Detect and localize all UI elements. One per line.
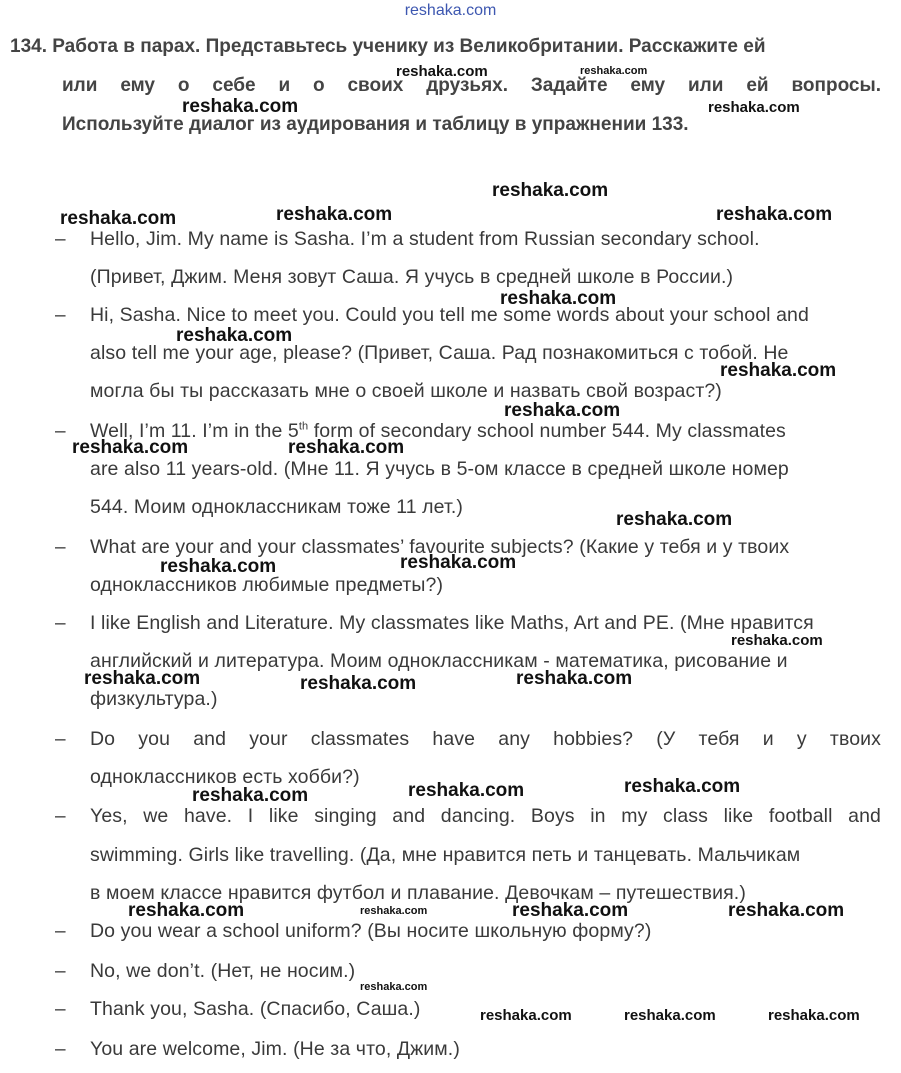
dialogue-line: Thank you, Sasha. (Спасибо, Саша.) — [90, 998, 421, 1020]
dialogue-dash: – — [55, 613, 66, 634]
watermark: reshaka.com — [192, 785, 309, 806]
dialogue-line: могла бы ты рассказать мне о своей школе и назвать свой возраст?) — [90, 380, 722, 402]
dialogue-line: swimming. Girls like travelling. (Да, мне нравится петь и танцевать. Мальчикам — [90, 844, 801, 866]
watermark: reshaka.com — [300, 673, 417, 694]
watermark: reshaka.com — [720, 360, 837, 381]
watermark: reshaka.com — [500, 288, 617, 309]
watermark: reshaka.com — [288, 437, 405, 458]
watermark: reshaka.com — [396, 63, 488, 80]
dialogue-line: (Привет, Джим. Меня зовут Саша. Я учусь в средней школе в России.) — [90, 266, 734, 288]
dialogue-line: одноклассников есть хобби?) — [90, 766, 360, 788]
dialogue-line: I like English and Literature. My classmates like Maths, Art and PE. (Мне нравится — [90, 612, 814, 634]
dialogue-dash: – — [55, 421, 66, 442]
dialogue-line: в моем классе нравится футбол и плавание. Девочкам – путешествия.) — [90, 882, 746, 904]
dialogue-dash: – — [55, 305, 66, 326]
watermark: reshaka.com — [160, 556, 277, 577]
dialogue-dash: – — [55, 537, 66, 558]
watermark: reshaka.com — [400, 552, 517, 573]
dialogue-line: Hello, Jim. My name is Sasha. I’m a student from Russian secondary school. — [90, 228, 760, 250]
task-title-line-3: Используйте диалог из аудирования и таблицу в упражнении 133. — [62, 114, 689, 135]
ordinal-suffix: th — [298, 420, 309, 433]
dialogue-line: You are welcome, Jim. (Не за что, Джим.) — [90, 1038, 460, 1060]
dialogue-line: are also 11 years-old. (Мне 11. Я учусь в 5-ом классе в средней школе номер — [90, 458, 789, 480]
watermark: reshaka.com — [128, 900, 245, 921]
watermark: reshaka.com — [60, 208, 177, 229]
dialogue-line-part: form of secondary school number 544. My classmates — [308, 420, 786, 442]
watermark: reshaka.com — [512, 900, 629, 921]
dialogue-line-part: Well, I’m 11. I’m in the 5 — [90, 420, 299, 442]
watermark: reshaka.com — [728, 900, 845, 921]
watermark: reshaka.com — [504, 400, 621, 421]
watermark: reshaka.com — [72, 437, 189, 458]
dialogue-line: Yes, we have. I like singing and dancing. Boys in my class like football and — [90, 805, 881, 827]
watermark: reshaka.com — [408, 780, 525, 801]
dialogue-line: Hi, Sasha. Nice to meet you. Could you tell me some words about your school and — [90, 304, 809, 326]
dialogue-line: 544. Моим одноклассникам тоже 11 лет.) — [90, 496, 463, 518]
watermark: reshaka.com — [580, 65, 648, 77]
dialogue-dash: – — [55, 999, 66, 1020]
watermark: reshaka.com — [731, 632, 823, 649]
watermark: reshaka.com — [492, 180, 609, 201]
dialogue-line: одноклассников любимые предметы?) — [90, 574, 444, 596]
dialogue-dash: – — [55, 921, 66, 942]
dialogue-line: английский и литература. Моим одноклассникам - математика, рисование и — [90, 650, 788, 672]
site-header-watermark: reshaka.com — [404, 2, 497, 19]
watermark: reshaka.com — [360, 905, 428, 917]
watermark: reshaka.com — [708, 99, 800, 116]
task-title-line-2: или ему о себе и о своих друзьях. Задайте ему или ей вопросы. — [62, 75, 881, 96]
watermark: reshaka.com — [176, 325, 293, 346]
watermark: reshaka.com — [516, 668, 633, 689]
dialogue-line: физкультура.) — [90, 688, 218, 710]
dialogue-dash: – — [55, 729, 66, 750]
dialogue-dash: – — [55, 961, 66, 982]
watermark: reshaka.com — [624, 776, 741, 797]
watermark: reshaka.com — [624, 1007, 716, 1024]
dialogue-line: No, we don’t. (Нет, не носим.) — [90, 960, 356, 982]
watermark: reshaka.com — [768, 1007, 860, 1024]
dialogue-dash: – — [55, 1039, 66, 1060]
watermark: reshaka.com — [480, 1007, 572, 1024]
dialogue-line: Do you wear a school uniform? (Вы носите школьную форму?) — [90, 920, 652, 942]
watermark: reshaka.com — [616, 509, 733, 530]
watermark: reshaka.com — [716, 204, 833, 225]
task-title-line-1: 134. Работа в парах. Представьтесь ученику из Великобритании. Расскажите ей — [10, 36, 766, 57]
dialogue-dash: – — [55, 229, 66, 250]
watermark: reshaka.com — [276, 204, 393, 225]
dialogue-line — [90, 420, 786, 443]
dialogue-line: also tell me your age, please? (Привет, Саша. Рад познакомиться с тобой. Не — [90, 342, 789, 364]
watermark: reshaka.com — [84, 668, 201, 689]
dialogue-dash: – — [55, 806, 66, 827]
dialogue-line: Do you and your classmates have any hobbies? (У тебя и у твоих — [90, 728, 881, 750]
watermark: reshaka.com — [182, 96, 299, 117]
dialogue-line: What are your and your classmates’ favourite subjects? (Какие у тебя и у твоих — [90, 536, 790, 558]
watermark: reshaka.com — [360, 981, 428, 993]
